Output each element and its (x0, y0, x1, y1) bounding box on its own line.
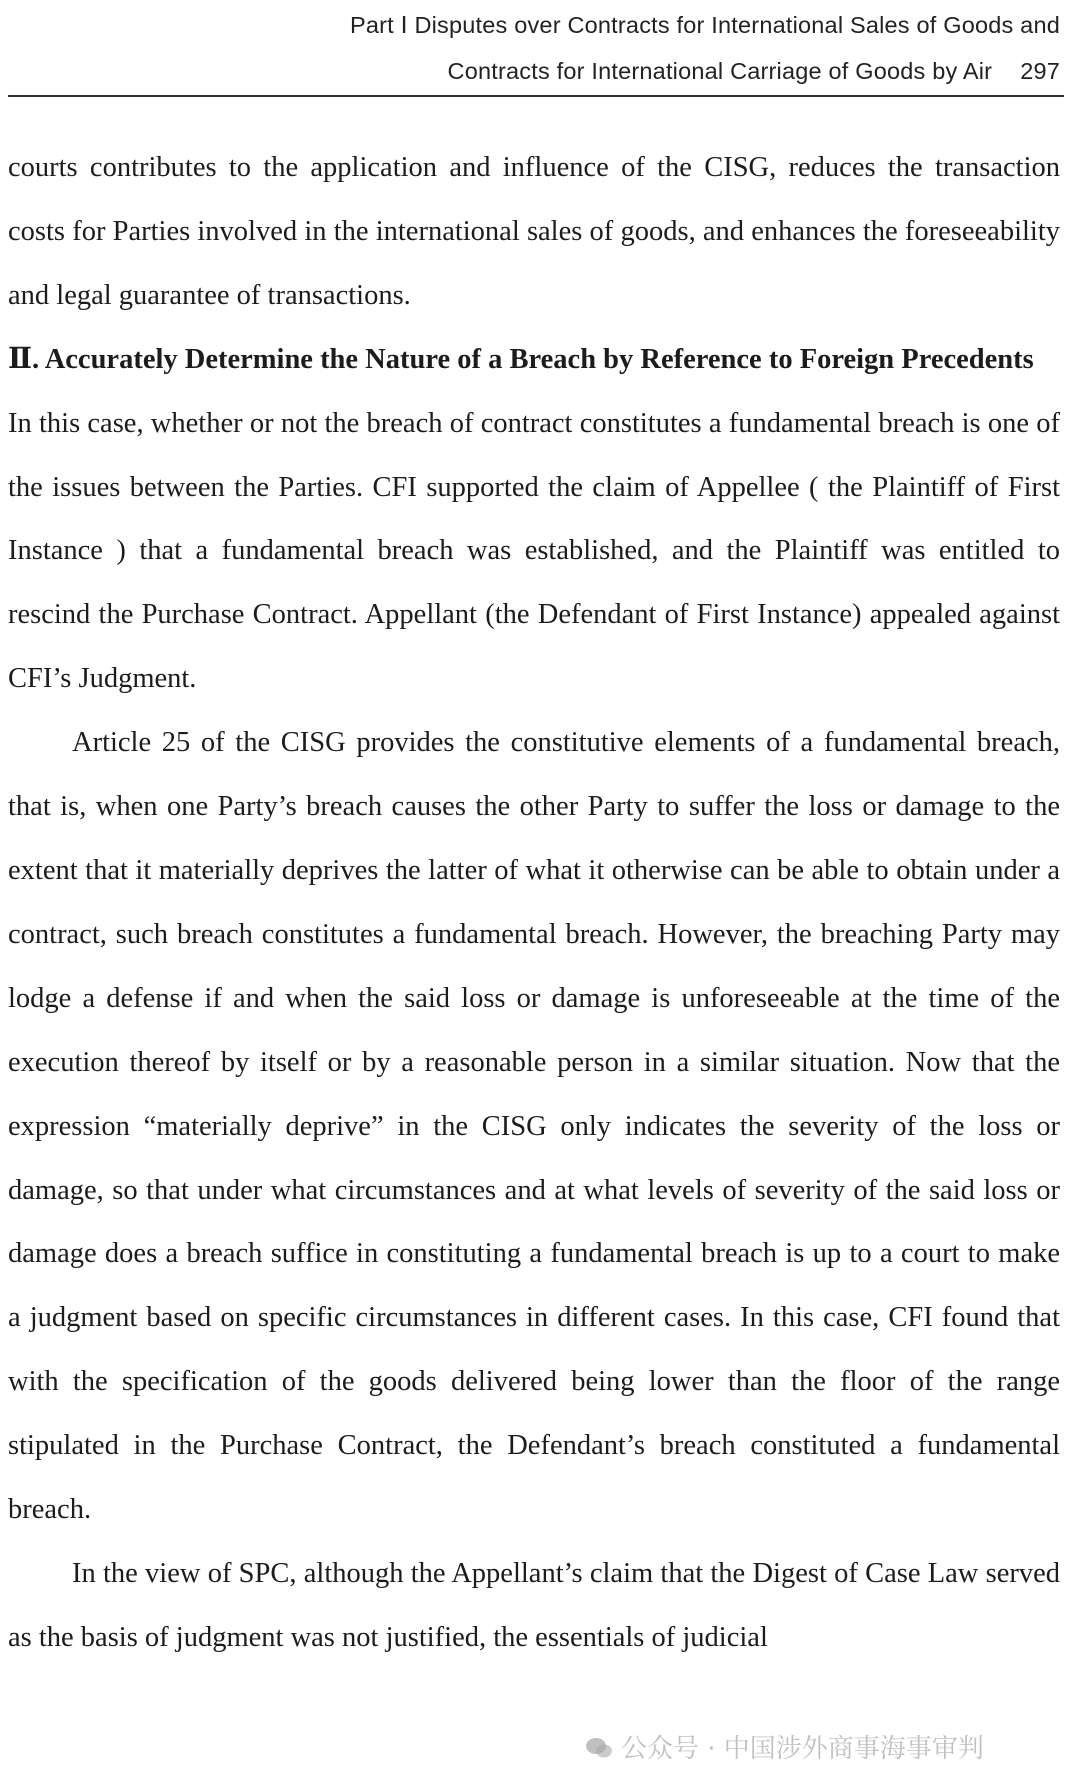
watermark-text: 公众号 · 中国涉外商事海事审判 (621, 1734, 984, 1764)
page-body (8, 136, 1060, 1670)
header-title-line-1: Part Ⅰ Disputes over Contracts for International Sales of Goods and (349, 12, 1060, 38)
paragraph-article-25: Article 25 of the CISG provides the constitutive elements of a fundamental breach, that is, when one Party’s breach causes the other Party to suffer the loss or damage to the extent that it materially deprives the latter of what it otherwise can be able to obtain under a contract, such breach constitutes a fundamental breach. However, the breaching Party may lodge a defense if and when the said loss or damage is unforeseeable at the time of the execution thereof by itself or by a reasonable person in a similar situation. Now that the expression “materially deprive” in the CISG only indicates the severity of the loss or damage, so that under what circumstances and at what levels of severity of the said loss or damage does a breach suffice in constituting a fundamental breach is up to a court to make a judgment based on specific circumstances in different cases. In this case, CFI found that with the specification of the goods delivered being lower than the floor of the range stipulated in the Purchase Contract, the Defendant’s breach constituted a fundamental breach. (8, 727, 1060, 1526)
page-number: 297 (1020, 58, 1060, 84)
paragraph-spc-view: In the view of SPC, although the Appellant’s claim that the Digest of Case Law served as the basis of judgment was not justified, the essentials of judicial (8, 1557, 1060, 1653)
header-divider (8, 95, 1064, 97)
running-header (50, 2, 1060, 94)
header-title-line-2-text: Contracts for International Carriage of Goods by Air (447, 58, 993, 84)
paragraph-continuation: courts contributes to the application and influence of the CISG, reduces the transaction costs for Parties involved in the international sales of goods, and enhances the foreseeability and legal guarantee of transactions. (8, 152, 1060, 311)
watermark (585, 1728, 984, 1765)
section-heading: Ⅱ. Accurately Determine the Nature of a Breach by Reference to Foreign Precedents (8, 343, 1034, 375)
paragraph-case-issue: In this case, whether or not the breach of contract constitutes a fundamental breach is one of the issues between the Parties. CFI supported the claim of Appellee ( the Plaintiff of First Instance ) that a fundamental breach was established, and the Plaintiff was entitled to rescind the Purchase Contract. Appellant (the Defendant of First Instance) appealed against CFI’s Judgment. (8, 407, 1060, 695)
header-title-line-2 (50, 48, 1060, 94)
wechat-icon (585, 1737, 613, 1759)
